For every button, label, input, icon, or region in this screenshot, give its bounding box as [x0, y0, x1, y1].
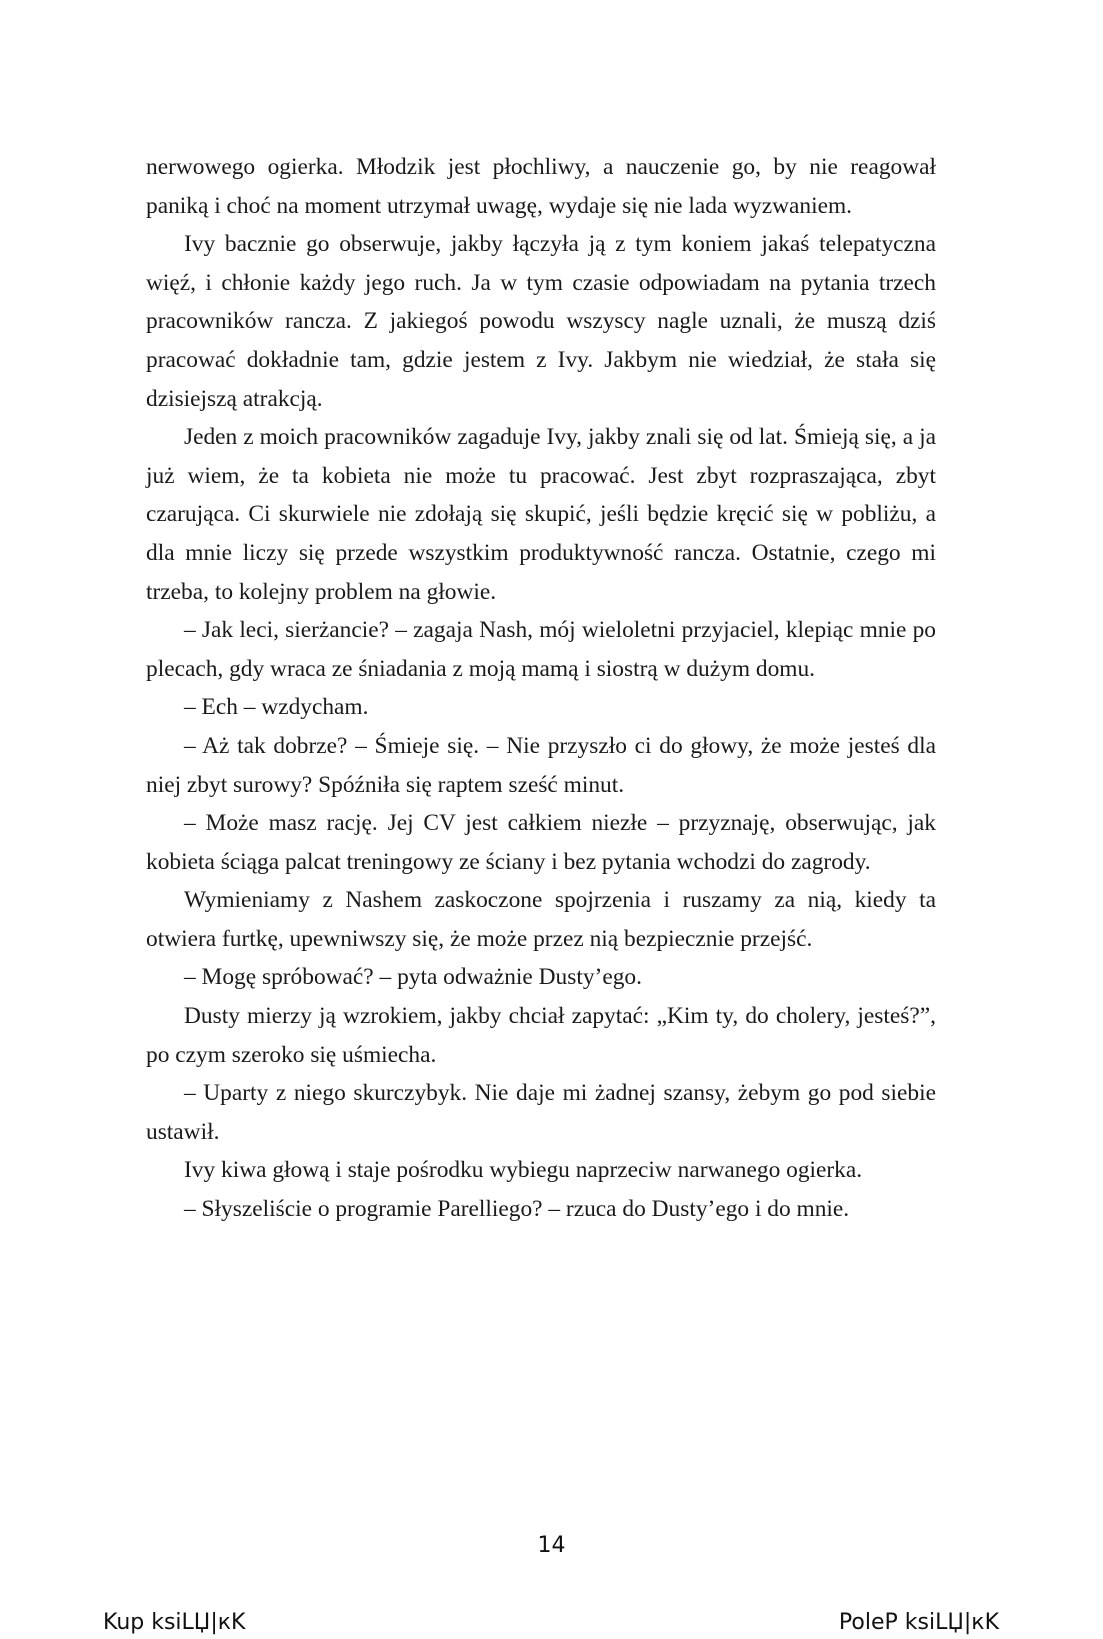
book-page-text [146, 148, 936, 1229]
paragraph: – Słyszeliście o programie Parelliego? – rzuca do Dusty’ego i do mnie. [184, 1196, 850, 1223]
paragraph: – Ech – wzdycham. [184, 694, 369, 721]
page-number: 14 [537, 1533, 566, 1558]
recommend-book-link[interactable]: PoleP ksiLЏ|кK [838, 1610, 999, 1635]
paragraph: – Jak leci, sierżancie? – zagaja Nash, mój wieloletni przyjaciel, klepiąc mnie po plecach, gdy wraca ze śniadania z moją mamą i siostrą w dużym domu. [146, 617, 936, 682]
paragraph: Wymieniamy z Nashem zaskoczone spojrzenia i ruszamy za nią, kiedy ta otwiera furtkę, upewniwszy się, że może przez nią bezpiecznie przejść. [146, 887, 936, 952]
paragraph: Ivy bacznie go obserwuje, jakby łączyła ją z tym koniem jakaś telepatyczna więź, i chłonie każdy jego ruch. Ja w tym czasie odpowiadam na pytania trzech pracowników rancza. Z jakiegoś powodu wszyscy nagle uznali, że muszą dziś pracować dokładnie tam, gdzie jestem z Ivy. Jakbym nie wiedział, że stała się dzisiejszą atrakcją. [146, 231, 936, 412]
paragraph: Ivy kiwa głową i staje pośrodku wybiegu naprzeciw narwanego ogierka. [184, 1157, 863, 1184]
paragraph: Dusty mierzy ją wzrokiem, jakby chciał zapytać: „Kim ty, do cholery, jesteś?”, po czym szeroko się uśmiecha. [146, 1003, 936, 1068]
paragraph: – Może masz rację. Jej CV jest całkiem niezłe – przyznaję, obserwując, jak kobieta ściąga palcat treningowy ze ściany i bez pytania wchodzi do zagrody. [146, 810, 936, 875]
buy-book-link[interactable]: Kup ksiLЏ|кK [103, 1610, 246, 1635]
paragraph: – Mogę spróbować? – pyta odważnie Dusty’ego. [184, 964, 642, 991]
paragraph: nerwowego ogierka. Młodzik jest płochliwy, a nauczenie go, by nie reagował paniką i choć na moment utrzymał uwagę, wydaje się nie lada wyzwaniem. [146, 154, 936, 219]
paragraph: – Aż tak dobrze? – Śmieje się. – Nie przyszło ci do głowy, że może jesteś dla niej zbyt surowy? Spóźniła się raptem sześć minut. [146, 732, 936, 798]
paragraph: – Uparty z niego skurczybyk. Nie daje mi żadnej szansy, żebym go pod siebie ustawił. [146, 1080, 936, 1145]
paragraph: Jeden z moich pracowników zagaduje Ivy, jakby znali się od lat. Śmieją się, a ja już wiem, że ta kobieta nie może tu pracować. Jest zbyt rozpraszająca, zbyt czarująca. Ci skurwiele nie zdołają się skupić, jeśli będzie kręcić się w pobliżu, a dla mnie liczy się przede wszystkim produktywność rancza. Ostatnie, czego mi trzeba, to kolejny problem na głowie. [146, 424, 936, 605]
